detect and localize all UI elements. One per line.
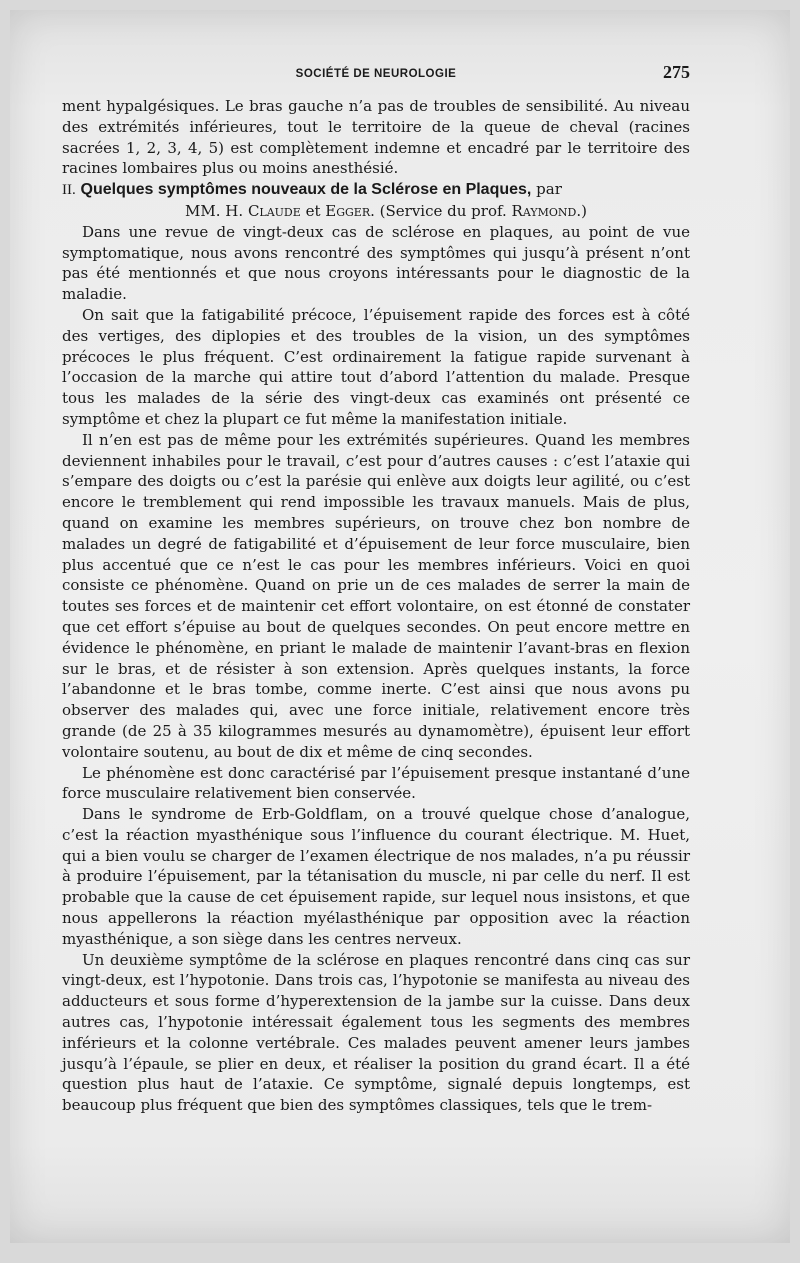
page-number: 275 bbox=[663, 62, 690, 82]
byline-prefix: MM. H. bbox=[185, 201, 244, 220]
running-title: SOCIÉTÉ DE NEUROLOGIE bbox=[295, 68, 457, 80]
service-suffix: .) bbox=[576, 201, 587, 220]
page bbox=[10, 10, 790, 1243]
paragraph: Il n’en est pas de même pour les extrémités supérieures. Quand les membres deviennent inhabiles pour le travail, c’est pour d’autres causes : c’est l’ataxie qui s’empare des doigts ou c’est la parésie qui enlève aux doigts leur agilité, ou c’est encore le tremblement qui rend impossible les travaux manuels. Mais de plus, quand on examine les membres supérieurs, on trouve chez bon nombre de malades un degré de fatigabilité et d’épuisement de leur force musculaire, bien plus accentué que ce n’est le cas pour les membres inférieurs. Voici en quoi consiste ce phénomène. Quand on prie un de ces malades de serrer la main de toutes ses forces et de maintenir cet effort volontaire, on est étonné de constater que cet effort s’épuise au bout de quelques secondes. On peut encore mettre en évidence le phénomène, en priant le malade de maintenir l’avant-bras en flexion sur le bras, et de résister à son extension. Après quelques instants, la force l’abandonne et le bras tombe, comme inerte. C’est ainsi que nous avons pu observer des malades qui, avec une force initiale, relativement encore très grande (de 25 à 35 kilogrammes mesurés au dynamomètre), épuisent leur effort volontaire soutenu, au bout de dix et même de cinq secondes. bbox=[62, 430, 690, 761]
paragraph: ment hypalgésiques. Le bras gauche n’a pas de troubles de sensibilité. Au niveau des extrémités inférieures, tout le territoire de la queue de cheval (racines sacrées 1, 2, 3, 4, 5) est complètement indemne et encadré par le territoire des racines lombaires plus ou moins anesthésié. bbox=[62, 97, 690, 178]
paragraph: Un deuxième symptôme de la sclérose en plaques rencontré dans cinq cas sur vingt-deux, est l’hypotonie. Dans trois cas, l’hypotonie se manifesta au niveau des adducteurs et sous forme d’hyperextension de la jambe sur la cuisse. Dans deux autres cas, l’hypotonie intéressait également tous les segments des membres inférieurs et la colonne vertébrale. Ces malades peuvent amener leurs jambes jusqu’à l’épaule, se plier en deux, et réaliser la position du grand écart. Il a été question plus haut de l’ataxie. Ce symptôme, signalé depuis longtemps, est beaucoup plus fréquent que bien des symptômes classiques, tels que le trem- bbox=[62, 950, 690, 1115]
byline bbox=[62, 201, 690, 222]
paragraph: Le phénomène est donc caractérisé par l’épuisement presque instantané d’une force musculaire relativement bien conservée. bbox=[62, 763, 690, 803]
byline-and: et bbox=[305, 201, 321, 220]
paragraph: On sait que la fatigabilité précoce, l’épuisement rapide des forces est à côté des vertiges, des diplopies et des troubles de la vision, un des symptômes précoces le plus fréquent. C’est ordinairement la fatigue rapide survenant à l’occasion de la marche qui attire tout d’abord l’attention du malade. Presque tous les malades de la série des vingt-deux cas examinés ont présenté ce symptôme et chez la plupart ce fut même la manifestation initiale. bbox=[62, 305, 690, 428]
service-prefix: . (Service du prof. bbox=[370, 201, 507, 220]
article-body bbox=[62, 96, 690, 1116]
paragraph: Dans le syndrome de Erb-Goldflam, on a trouvé quelque chose d’analogue, c’est la réaction myasthénique sous l’influence du courant électrique. M. Huet, qui a bien voulu se charger de l’examen électrique de nos malades, n’a pu réussir à produire l’épuisement, par la tétanisation du muscle, ni par celle du nerf. Il est probable que la cause de cet épuisement rapide, sur lequel nous insistons, et que nous appellerons la réaction myélasthénique par opposition avec la réaction myasthénique, a son siège dans les centres nerveux. bbox=[62, 805, 690, 948]
author-name: Egger bbox=[325, 201, 371, 220]
professor-name: Raymond bbox=[511, 201, 577, 220]
section-title: Quelques symptômes nouveaux de la Sclérose en Plaques, bbox=[80, 181, 532, 199]
section-by: par bbox=[536, 180, 562, 199]
paragraph: Dans une revue de vingt-deux cas de sclérose en plaques, au point de vue symptomatique, nous avons rencontré des symptômes qui jusqu’à présent n’ont pas été mentionnés et que nous croyons intéressants pour le diagnostic de la maladie. bbox=[62, 222, 690, 304]
author-name: Claude bbox=[247, 201, 301, 220]
page-header bbox=[62, 62, 690, 86]
section-number: II. bbox=[62, 182, 76, 199]
section-heading bbox=[62, 179, 690, 201]
